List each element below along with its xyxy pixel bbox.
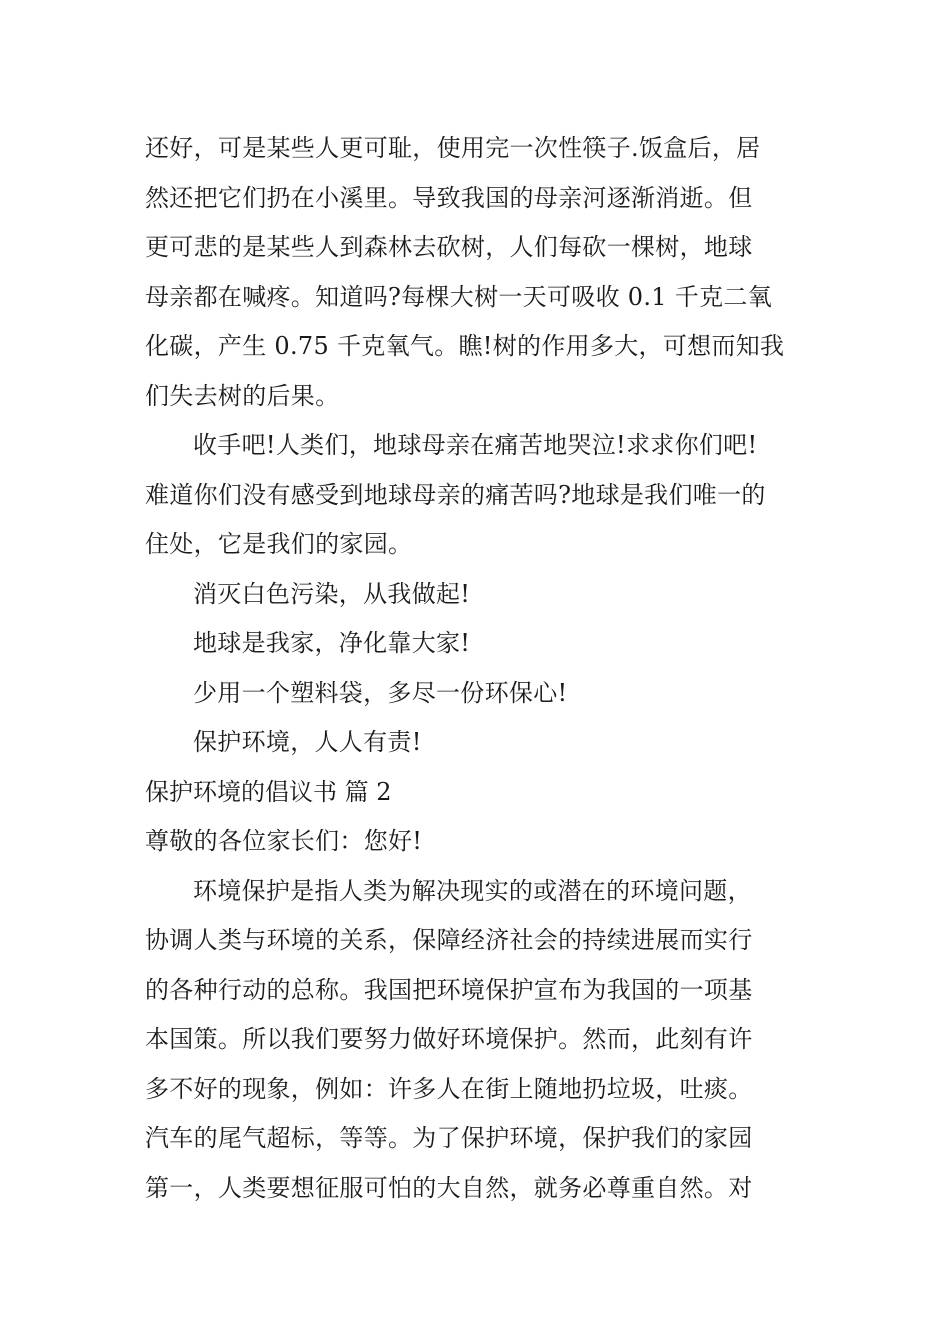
- text-line: 环境保护是指人类为解决现实的或潜在的环境问题，: [193, 876, 752, 905]
- text-line: 难道你们没有感受到地球母亲的痛苦吗?地球是我们唯一的: [145, 480, 766, 509]
- text-line: 还好，可是某些人更可耻，使用完一次性筷子.饭盒后，居: [145, 134, 761, 162]
- text-line: 收手吧!人类们，地球母亲在痛苦地哭泣!求求你们吧!: [193, 431, 758, 459]
- salutation-line: 尊敬的各位家长们：您好!: [145, 827, 423, 855]
- text-line: 的各种行动的总称。我国把环境保护宣布为我国的一项基: [145, 975, 753, 1004]
- text-line: 协调人类与环境的关系，保障经济社会的持续进展而实行: [145, 926, 753, 954]
- text-line: 们失去树的后果。: [145, 381, 340, 410]
- slogan-line: 消灭白色污染，从我做起!: [193, 579, 471, 608]
- slogan-line: 保护环境，人人有责!: [193, 728, 422, 756]
- text-line: 本国策。所以我们要努力做好环境保护。然而，此刻有许: [145, 1025, 753, 1053]
- text-line: 第一，人类要想征服可怕的大自然，就务必尊重自然。对: [145, 1173, 753, 1202]
- slogan-line: 少用一个塑料袋，多尽一份环保心!: [193, 678, 568, 707]
- text-line: 住处，它是我们的家园。: [145, 530, 413, 558]
- text-line: 母亲都在喊疼。知道吗?每棵大树一天可吸收 0.1 千克二氧: [145, 282, 772, 311]
- text-line: 多不好的现象，例如：许多人在街上随地扔垃圾，吐痰。: [145, 1074, 753, 1103]
- slogan-line: 地球是我家，净化靠大家!: [193, 629, 471, 657]
- text-line: 更可悲的是某些人到森林去砍树，人们每砍一棵树，地球: [145, 233, 753, 261]
- section-heading: 保护环境的倡议书 篇 2: [145, 777, 392, 806]
- document-page: [145, 124, 810, 1213]
- text-line: 化碳，产生 0.75 千克氧气。瞧!树的作用多大，可想而知我: [145, 332, 785, 360]
- text-line: 然还把它们扔在小溪里。导致我国的母亲河逐渐消逝。但: [145, 183, 753, 212]
- text-line: 汽车的尾气超标，等等。为了保护环境，保护我们的家园: [145, 1124, 753, 1152]
